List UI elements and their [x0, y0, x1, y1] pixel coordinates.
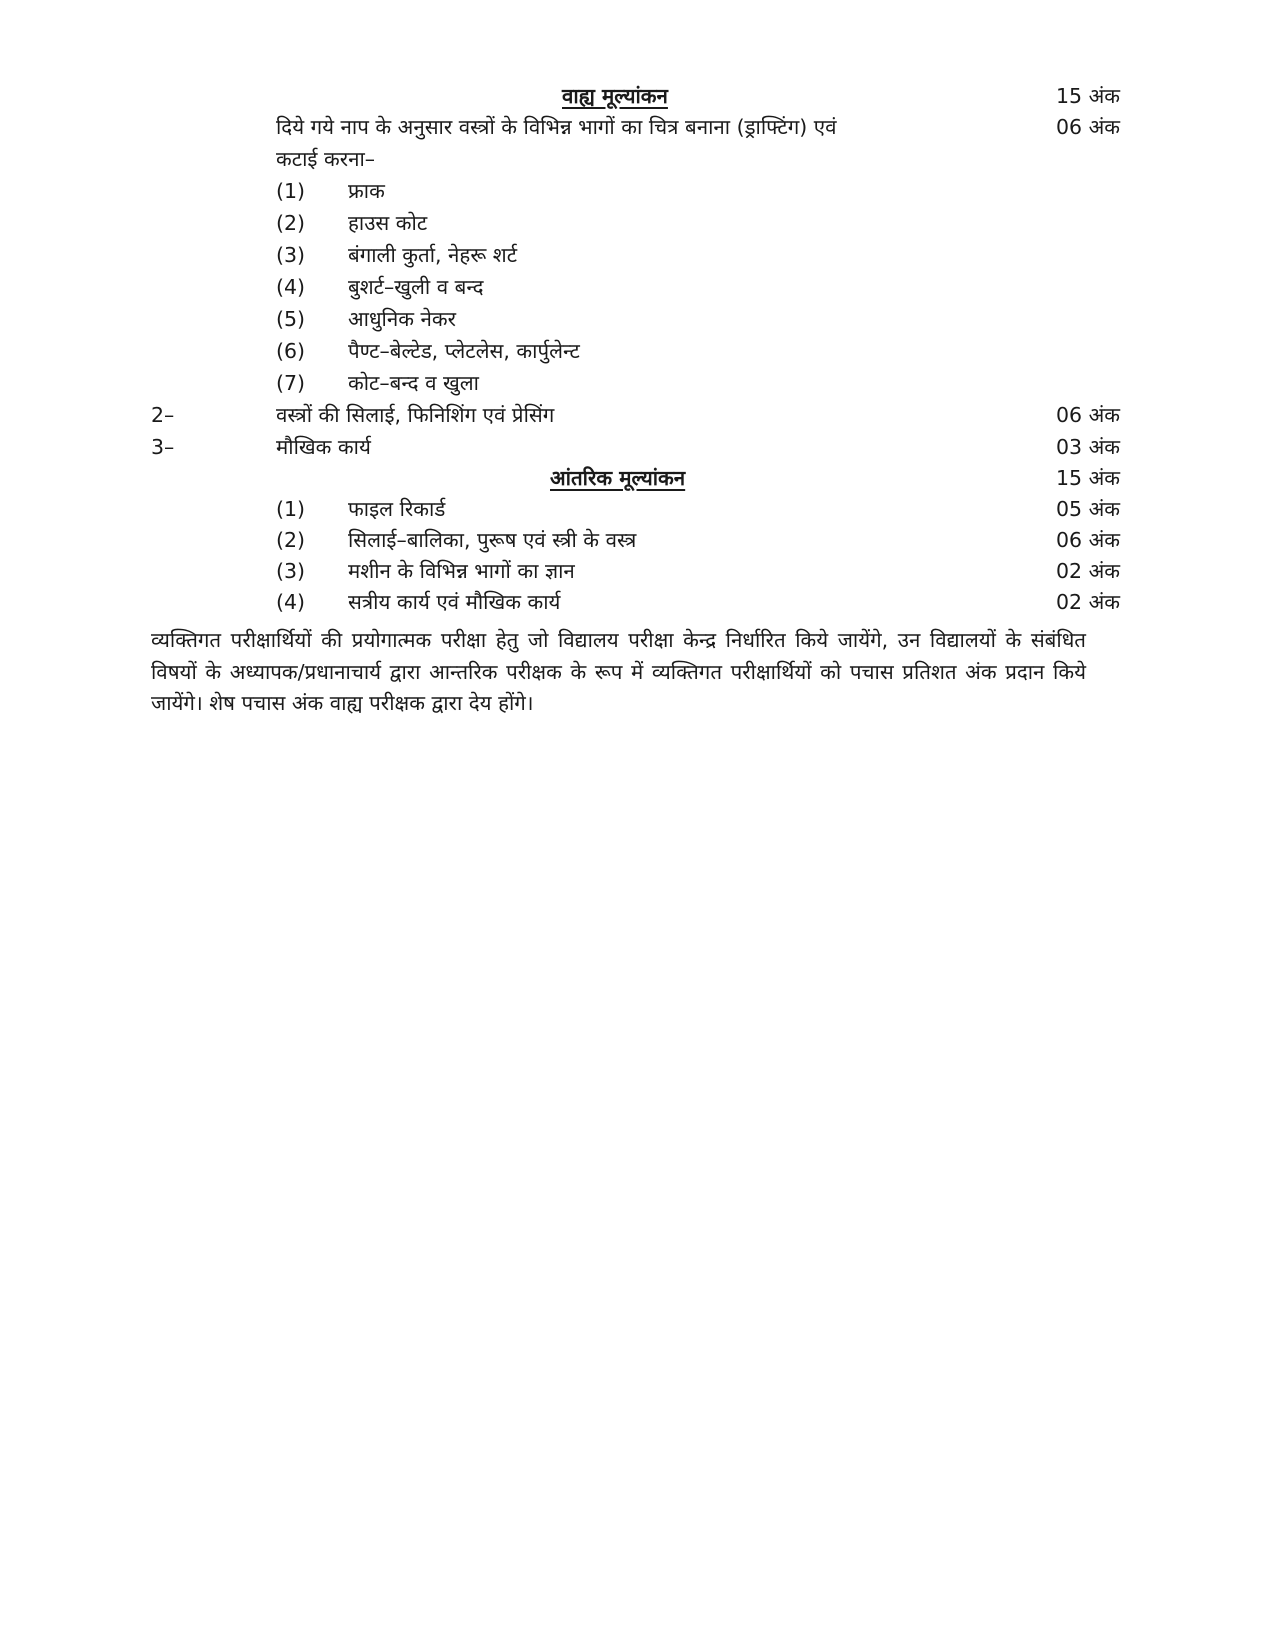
list-item-marks: 05 अंक	[1056, 497, 1121, 521]
list-item-number: (1)	[276, 179, 306, 203]
external-heading-marks: 15 अंक	[1056, 84, 1121, 108]
external-intro-line1: दिये गये नाप के अनुसार वस्त्रों के विभिन्न भागों का चित्र बनाना (ड्राफ्टिंग) एवं	[276, 115, 837, 139]
list-item-number: (4)	[276, 275, 306, 299]
list-item-number: (2)	[276, 528, 306, 552]
list-item-number: (3)	[276, 243, 306, 267]
point-number: 2–	[151, 403, 175, 427]
external-intro-marks: 06 अंक	[1056, 115, 1121, 139]
list-item-number: (1)	[276, 497, 306, 521]
internal-heading-marks: 15 अंक	[1056, 466, 1121, 490]
list-item-number: (5)	[276, 307, 306, 331]
list-item-text: पैण्ट–बेल्टेड, प्लेटलेस, कार्पुलेन्ट	[348, 339, 580, 363]
list-item-text: सत्रीय कार्य एवं मौखिक कार्य	[348, 590, 561, 614]
list-item-number: (2)	[276, 211, 306, 235]
list-item-number: (3)	[276, 559, 306, 583]
point-marks: 03 अंक	[1056, 435, 1121, 459]
list-item-text: हाउस कोट	[348, 211, 428, 235]
list-item-marks: 02 अंक	[1056, 559, 1121, 583]
point-text: मौखिक कार्य	[276, 435, 371, 459]
list-item-text: सिलाई–बालिका, पुरूष एवं स्त्री के वस्त्र	[348, 528, 637, 552]
note-paragraph: व्यक्तिगत परीक्षार्थियों की प्रयोगात्मक परीक्षा हेतु जो विद्यालय परीक्षा केन्द्र निर्धारित किये जायेंगे, उन विद्यालयों के संबंधित विषयों के अध्यापक/प्रधानाचार्य द्वारा आन्तरिक परीक्षक के रूप में व्यक्तिगत परीक्षार्थियों को पचास प्रतिशत अंक प्रदान किये जायेंगे। शेष पचास अंक वाह्य परीक्षक द्वारा देय होंगे।	[151, 628, 1086, 715]
external-intro-line2: कटाई करना–	[276, 147, 376, 171]
list-item-marks: 06 अंक	[1056, 528, 1121, 552]
point-number: 3–	[151, 435, 175, 459]
list-item-text: बंगाली कुर्ता, नेहरू शर्ट	[348, 243, 518, 267]
list-item-text: आधुनिक नेकर	[348, 307, 457, 331]
external-heading: वाह्य मूल्यांकन	[562, 84, 668, 108]
list-item-marks: 02 अंक	[1056, 590, 1121, 614]
point-text: वस्त्रों की सिलाई, फिनिशिंग एवं प्रेसिंग	[276, 403, 555, 427]
point-marks: 06 अंक	[1056, 403, 1121, 427]
list-item-number: (7)	[276, 371, 306, 395]
list-item-text: कोट–बन्द व खुला	[348, 371, 479, 395]
list-item-number: (4)	[276, 590, 306, 614]
list-item-text: मशीन के विभिन्न भागों का ज्ञान	[348, 559, 575, 583]
list-item-text: फाइल रिकार्ड	[348, 497, 446, 521]
list-item-text: फ्राक	[348, 179, 385, 203]
internal-heading: आंतरिक मूल्यांकन	[550, 466, 686, 490]
list-item-number: (6)	[276, 339, 306, 363]
list-item-text: बुशर्ट–खुली व बन्द	[348, 275, 484, 299]
